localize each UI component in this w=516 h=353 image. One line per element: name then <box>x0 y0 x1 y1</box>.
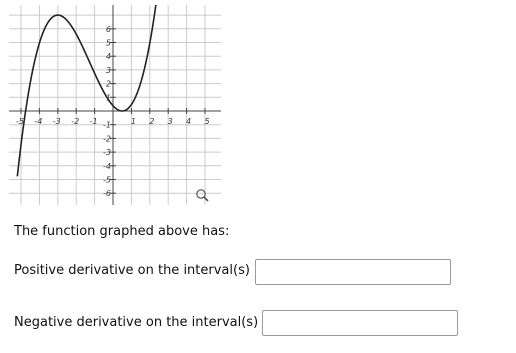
x-tick-label: 4 <box>186 117 192 126</box>
x-tick-label: -3 <box>52 117 61 126</box>
y-tick-label: 4 <box>105 52 111 62</box>
y-tick-label: -6 <box>103 189 111 199</box>
function-graph <box>9 5 221 205</box>
x-tick-label: 3 <box>167 117 173 126</box>
positive-derivative-label: Positive derivative on the interval(s) <box>14 263 250 278</box>
positive-derivative-input[interactable] <box>255 259 451 285</box>
x-tick-label: -1 <box>89 117 98 126</box>
axes <box>9 5 221 205</box>
y-tick-label: 6 <box>105 24 111 34</box>
x-tick-label: 1 <box>130 117 136 126</box>
y-tick-label: 2 <box>105 79 111 89</box>
question-prompt: The function graphed above has: <box>14 224 230 239</box>
function-curve <box>17 5 156 176</box>
negative-derivative-input[interactable] <box>262 310 458 336</box>
negative-derivative-label: Negative derivative on the interval(s) <box>14 315 259 330</box>
y-tick-label: 1 <box>105 93 111 103</box>
x-tick-label: -4 <box>34 117 43 126</box>
magnifier-icon[interactable] <box>197 190 208 201</box>
x-tick-label: 2 <box>149 117 155 126</box>
y-tick-label: -3 <box>103 148 111 158</box>
y-tick-label: -5 <box>103 175 111 185</box>
y-tick-label: 3 <box>105 65 111 75</box>
y-tick-label: -4 <box>103 161 111 171</box>
x-tick-label: 5 <box>204 117 210 126</box>
x-tick-label: -5 <box>16 117 24 126</box>
y-tick-label: -1 <box>103 120 111 130</box>
y-tick-label: -2 <box>103 134 111 144</box>
grid-lines <box>9 5 221 205</box>
x-tick-label: -2 <box>71 117 80 126</box>
y-tick-label: 5 <box>105 38 111 48</box>
